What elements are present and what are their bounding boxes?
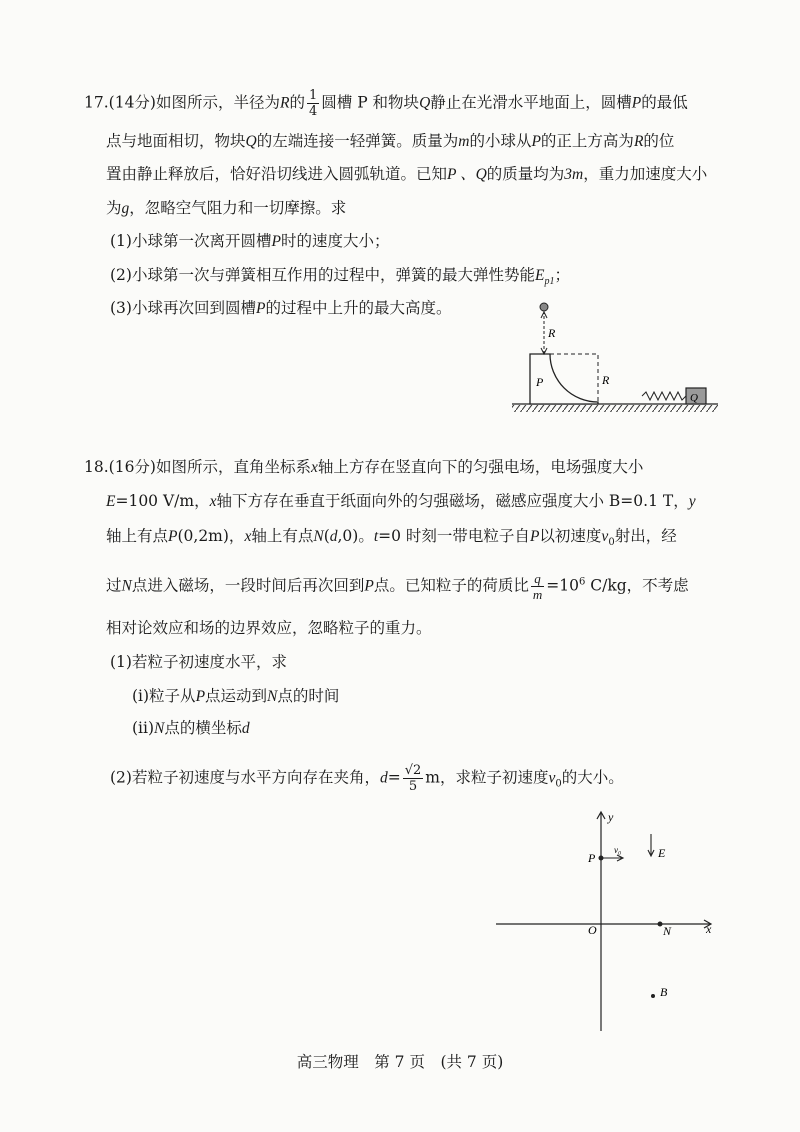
point-N — [658, 922, 663, 927]
label-R-side: R — [602, 373, 610, 387]
q17-line-1: 17.(14分)如图所示，半径为R的 $\frac{1}{4}$ 圆槽 P 和物块Q静止在光滑水平地面上，圆槽P的最低 — [84, 88, 688, 119]
ground-hatching — [512, 405, 718, 412]
label-y: y — [608, 810, 614, 824]
q17-line-4: 为g，忽略空气阻力和一切摩擦。求 — [106, 199, 347, 217]
fraction-q-over-m: $\frac{q}{m}$ — [532, 571, 543, 602]
q18-line-5: 相对论效应和场的边界效应，忽略粒子的重力。 — [106, 619, 432, 637]
label-P: P — [588, 851, 596, 865]
q17-figure — [510, 298, 720, 413]
q17-subquestion-3: (3)小球再次回到圆槽P的过程中上升的最大高度。 — [110, 299, 452, 317]
q18-subquestion-1: (1)若粒子初速度水平，求 — [110, 653, 287, 671]
q18-subquestion-1-ii: (ii)N点的横坐标d — [132, 719, 250, 737]
label-x: x — [706, 922, 712, 936]
q18-subquestion-2: (2)若粒子初速度与水平方向存在夹角，d= $\frac{√2}{5}$ m，求粒子初速度$v_0$的大小。 — [110, 763, 624, 794]
q18-line-1: 18.(16分)如图所示，直角坐标系x轴上方存在竖直向下的匀强电场，电场强度大小 — [84, 458, 644, 476]
ball-icon — [540, 303, 548, 311]
label-Q: Q — [690, 392, 698, 404]
label-P: P — [536, 375, 544, 389]
label-O: O — [588, 923, 597, 937]
label-v0: v₀ — [614, 845, 622, 855]
q17-line-3: 置由静止释放后，恰好沿切线进入圆弧轨道。已知P 、Q的质量均为3m，重力加速度大小 — [106, 165, 708, 183]
q17-line-2: 点与地面相切，物块Q的左端连接一轻弹簧。质量为m的小球从P的正上方高为R的位 — [106, 132, 675, 150]
label-N: N — [663, 924, 672, 938]
q18-coordinate-figure — [490, 805, 730, 1035]
fraction-sqrt2-over-5: $\frac{√2}{5}$ — [404, 763, 422, 794]
label-B: B — [660, 985, 668, 999]
spring-icon — [642, 392, 686, 400]
label-E: E — [658, 846, 666, 860]
label-R-height: R — [548, 326, 556, 340]
q17-subquestion-1: (1)小球第一次离开圆槽P时的速度大小； — [110, 232, 390, 250]
page-footer: 高三物理 第 7 页 (共 7 页) — [296, 1053, 504, 1071]
fraction-quarter: $\frac{1}{4}$ — [308, 88, 318, 119]
q17-subquestion-2: (2)小球第一次与弹簧相互作用的过程中，弹簧的最大弹性势能$E_{p1}$； — [110, 266, 570, 288]
q18-line-4: 过N点进入磁场，一段时间后再次回到P点。已知粒子的荷质比 $\frac{q}{m}$ $=10^6$ C/kg，不考虑 — [106, 571, 689, 602]
q18-subquestion-1-i: (i)粒子从P点运动到N点的时间 — [132, 687, 340, 705]
q18-line-3: 轴上有点P(0,2m)，x轴上有点N(d,0)。t=0 时刻一带电粒子自P以初速度$v_0$射出，经 — [106, 527, 677, 549]
B-field-dot — [651, 994, 655, 998]
q18-line-2: E=100 V/m，x轴下方存在垂直于纸面向外的匀强磁场，磁感应强度大小 B=0.1 T，y — [106, 492, 696, 510]
